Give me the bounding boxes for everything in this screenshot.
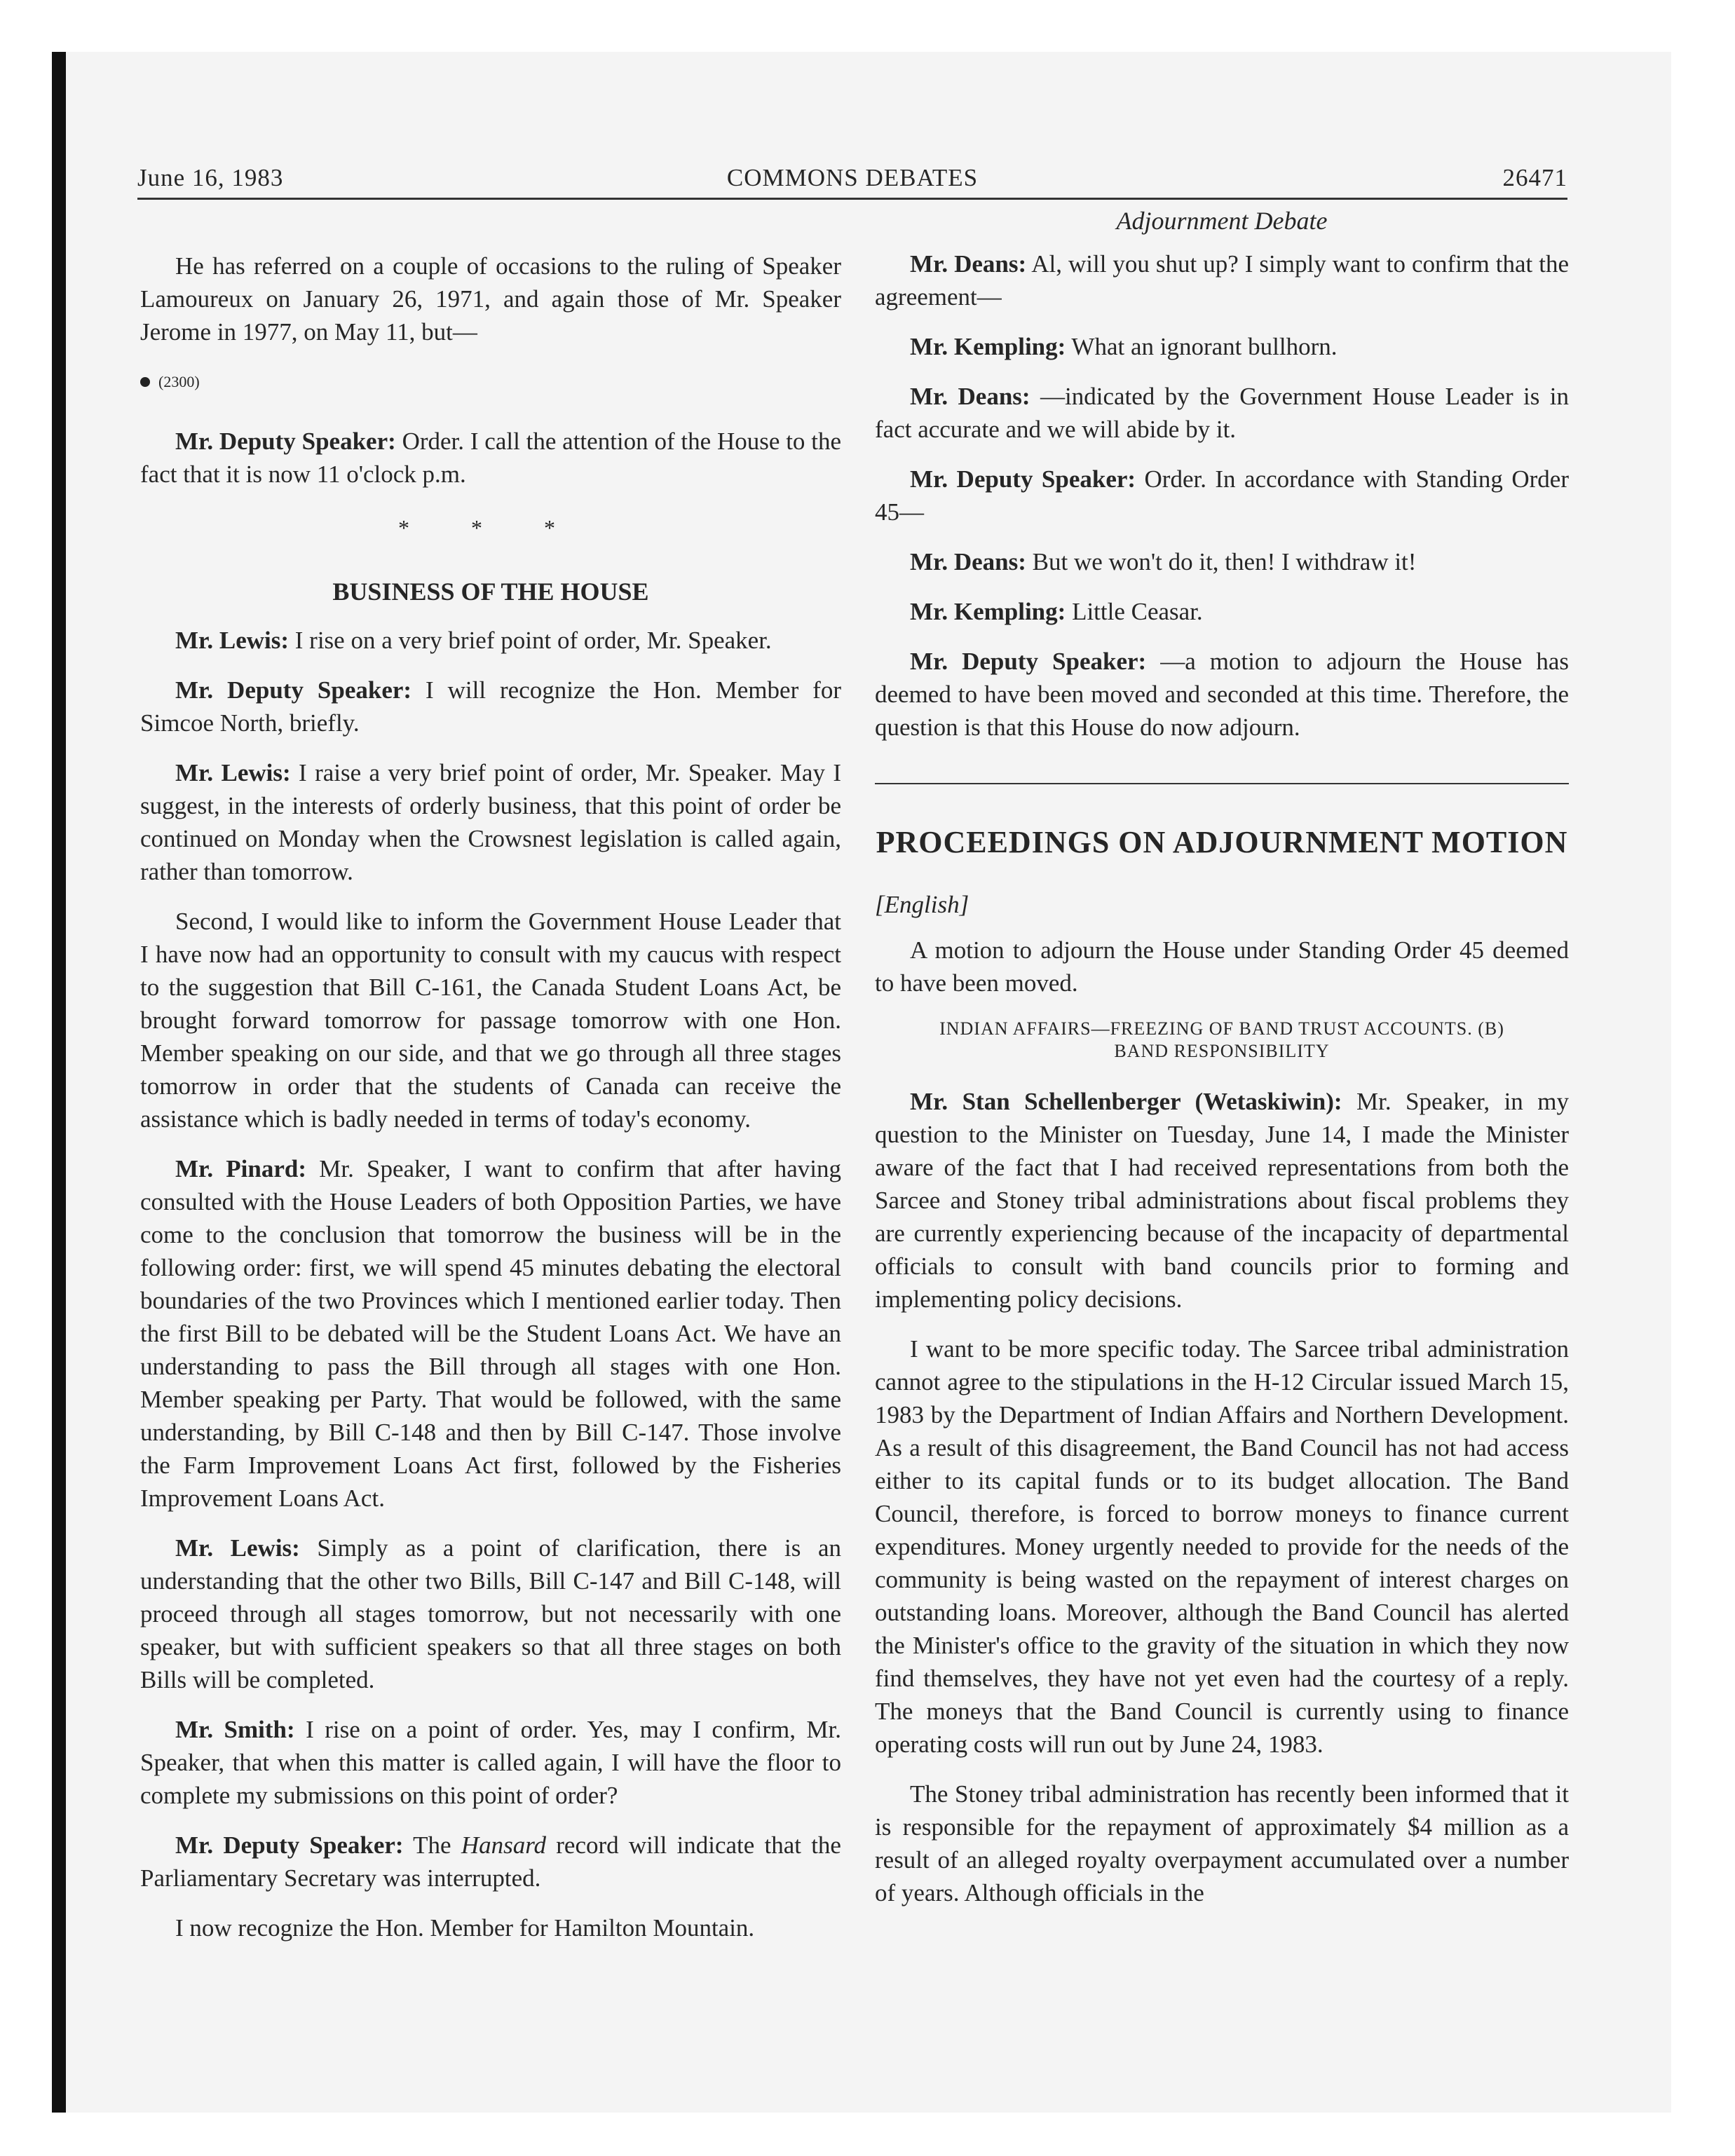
speech-text: The <box>403 1831 461 1859</box>
speaker-name: Mr. Deans: <box>910 250 1027 278</box>
section-separator: * * * <box>398 515 583 540</box>
speech-text: I rise on a point of order. Yes, may I confirm, Mr. Speaker, that when this matter is called again, I will have the floor to complete my submissions on this point of order? <box>140 1716 841 1809</box>
paragraph <box>140 1531 841 1696</box>
paragraph: I want to be more specific today. The Sarcee tribal administration cannot agree to the stipulations in the H-12 Circular issued March 15, 1983 by the Department of Indian Affairs and Northern Development. As a result of this disagreement, the Band Council has not had access either to its capital funds or to its budget allocation. The Band Council, therefore, is forced to borrow moneys to finance current expenditures. Money urgently needed to provide for the needs of the community is being wasted on the repayment of interest charges on outstanding loans. Moreover, although the Band Council has alerted the Minister's office to the gravity of the situation in which they now find themselves, they have not yet even had the courtesy of a reply. The moneys that the Band Council is currently using to finance operating costs will run out by June 24, 1983. <box>875 1335 1569 1758</box>
speaker-name: Mr. Deans: <box>910 383 1030 410</box>
speaker-name: Mr. Deputy Speaker: <box>175 1831 404 1859</box>
paragraph: The Stoney tribal administration has recently been informed that it is responsible for the repayment of approximately $4 million as a result of an alleged royalty overpayment accumulated over a number of years. Although officials in the <box>875 1780 1569 1906</box>
speech-text: I will recognize the Hon. Member for Simcoe North, briefly. <box>140 676 841 737</box>
paragraph <box>875 330 1569 363</box>
paragraph: Second, I would like to inform the Government House Leader that I have now had an opportunity to consult with my caucus with respect to the suggestion that Bill C-161, the Canada Student Loans Act, be brought forward tomorrow for passage tomorrow with one Hon. Member speaking on our side, and that we go through all three stages tomorrow in order that the students of Canada can receive the assistance which is badly needed in terms of today's economy. <box>140 908 841 1133</box>
speaker-name: Mr. Lewis: <box>175 627 290 654</box>
speaker-name: Mr. Smith: <box>175 1716 295 1743</box>
paragraph <box>140 425 841 491</box>
topic-heading-line: BAND RESPONSIBILITY <box>1114 1041 1330 1061</box>
paragraph <box>875 380 1569 446</box>
paragraph <box>140 756 841 888</box>
divider-rule <box>875 783 1569 784</box>
speech-text: Simply as a point of clarification, there is an understanding that the other two Bills, Bill C-147 and Bill C-148, will proceed through all stages tomorrow, but not necessarily with one speaker, but with sufficient speakers so that all three stages on both Bills will be completed. <box>140 1534 841 1693</box>
bullet-icon <box>140 377 150 387</box>
speaker-name: Mr. Deputy Speaker: <box>175 428 396 455</box>
paragraph <box>140 1152 841 1515</box>
speech-text: —a motion to adjourn the House has deemed to have been moved and seconded at this time. Therefore, the question is that this House do now adjourn. <box>875 648 1569 741</box>
left-column <box>140 250 841 1961</box>
speech-text: —indicated by the Government House Leader is in fact accurate and we will abide by it. <box>875 383 1569 443</box>
header-date: June 16, 1983 <box>137 164 284 191</box>
speaker-name: Mr. Lewis: <box>175 759 291 786</box>
language-label: [English] <box>875 891 969 918</box>
time-marker-label: (2300) <box>158 373 200 390</box>
scan-margin <box>53 0 1735 52</box>
paragraph <box>140 1713 841 1812</box>
speaker-name: Mr. Deans: <box>910 548 1026 575</box>
scan-edge-bar <box>52 52 66 2113</box>
speech-text: I raise a very brief point of order, Mr. Speaker. May I suggest, in the interests of orderly business, that this point of order be continued on Monday when the Crowsnest legislation is called again, rather than tomorrow. <box>140 759 842 885</box>
speech-text: Order. In accordance with Standing Order 45— <box>875 465 1569 526</box>
speaker-name: Mr. Deputy Speaker: <box>910 648 1147 675</box>
paragraph <box>140 1829 841 1895</box>
speech-text: Mr. Speaker, in my question to the Minister on Tuesday, June 14, I made the Minister aware of the fact that I had received representations from both the Sarcee and Stoney tribal administrations about fiscal problems they are currently experiencing because of the incapacity of departmental officials to consult with band councils prior to forming and implementing policy decisions. <box>875 1088 1569 1313</box>
speaker-name: Mr. Pinard: <box>175 1155 307 1182</box>
speaker-name: Mr. Lewis: <box>175 1534 300 1562</box>
running-head: Adjournment Debate <box>1116 207 1328 235</box>
time-marker <box>140 365 841 398</box>
paragraph <box>875 595 1569 628</box>
speech-text: I rise on a very brief point of order, Mr. Speaker. <box>289 627 772 654</box>
paragraph <box>140 674 841 739</box>
paragraph <box>875 247 1569 313</box>
section-title: BUSINESS OF THE HOUSE <box>332 578 649 606</box>
speech-text: Mr. Speaker, I want to confirm that after having consulted with the House Leaders of both Opposition Parties, we have come to the conclusion that tomorrow the business will be in the following order: first, we will spend 45 minutes debating the electoral boundaries of the two Provinces which I mentioned earlier today. Then the first Bill to be debated will be the Student Loans Act. We have an understanding to pass the Bill through all stages with one Hon. Member speaking per Party. That would be followed, with the same understanding, by Bill C-148 and then by Bill C-147. Those involve the Farm Improvement Loans Act first, followed by the Fisheries Improvement Loans Act. <box>140 1155 841 1512</box>
topic-heading <box>875 1018 1569 1063</box>
paragraph <box>875 1085 1569 1316</box>
paragraph: He has referred on a couple of occasions to the ruling of Speaker Lamoureux on January 26, 1971, and again those of Mr. Speaker Jerome in 1977, on May 11, but— <box>140 252 841 346</box>
paragraph: A motion to adjourn the House under Standing Order 45 deemed to have been moved. <box>875 936 1569 997</box>
topic-heading-line: INDIAN AFFAIRS—FREEZING OF BAND TRUST ACCOUNTS. (B) <box>939 1018 1504 1039</box>
speaker-name: Mr. Kempling: <box>910 598 1066 625</box>
speech-text: But we won't do it, then! I withdraw it! <box>1026 548 1417 575</box>
speaker-name: Mr. Kempling: <box>910 333 1066 360</box>
speaker-name: Mr. Stan Schellenberger (Wetaskiwin): <box>910 1088 1342 1115</box>
right-column <box>875 205 1569 1926</box>
speech-text: What an ignorant bullhorn. <box>1066 333 1338 360</box>
speaker-name: Mr. Deputy Speaker: <box>175 676 412 704</box>
speech-text: Al, will you shut up? I simply want to confirm that the agreement— <box>875 250 1569 311</box>
paragraph <box>875 463 1569 528</box>
speech-text: Order. I call the attention of the House to the fact that it is now 11 o'clock p.m. <box>140 428 841 488</box>
header-title: COMMONS DEBATES <box>726 164 979 191</box>
speaker-name: Mr. Deputy Speaker: <box>910 465 1136 493</box>
paragraph <box>875 545 1569 578</box>
paragraph <box>875 645 1569 744</box>
paragraph <box>140 624 841 657</box>
header-page-number: 26471 <box>1502 164 1567 191</box>
hansard-italic: Hansard <box>461 1831 547 1859</box>
speech-text: Little Ceasar. <box>1066 598 1203 625</box>
page-header <box>137 157 1567 200</box>
speech-text: record will indicate that the Parliamentary Secretary was interrupted. <box>140 1831 841 1892</box>
proceedings-title: PROCEEDINGS ON ADJOURNMENT MOTION <box>876 825 1568 859</box>
paragraph: I now recognize the Hon. Member for Hamilton Mountain. <box>175 1914 755 1942</box>
